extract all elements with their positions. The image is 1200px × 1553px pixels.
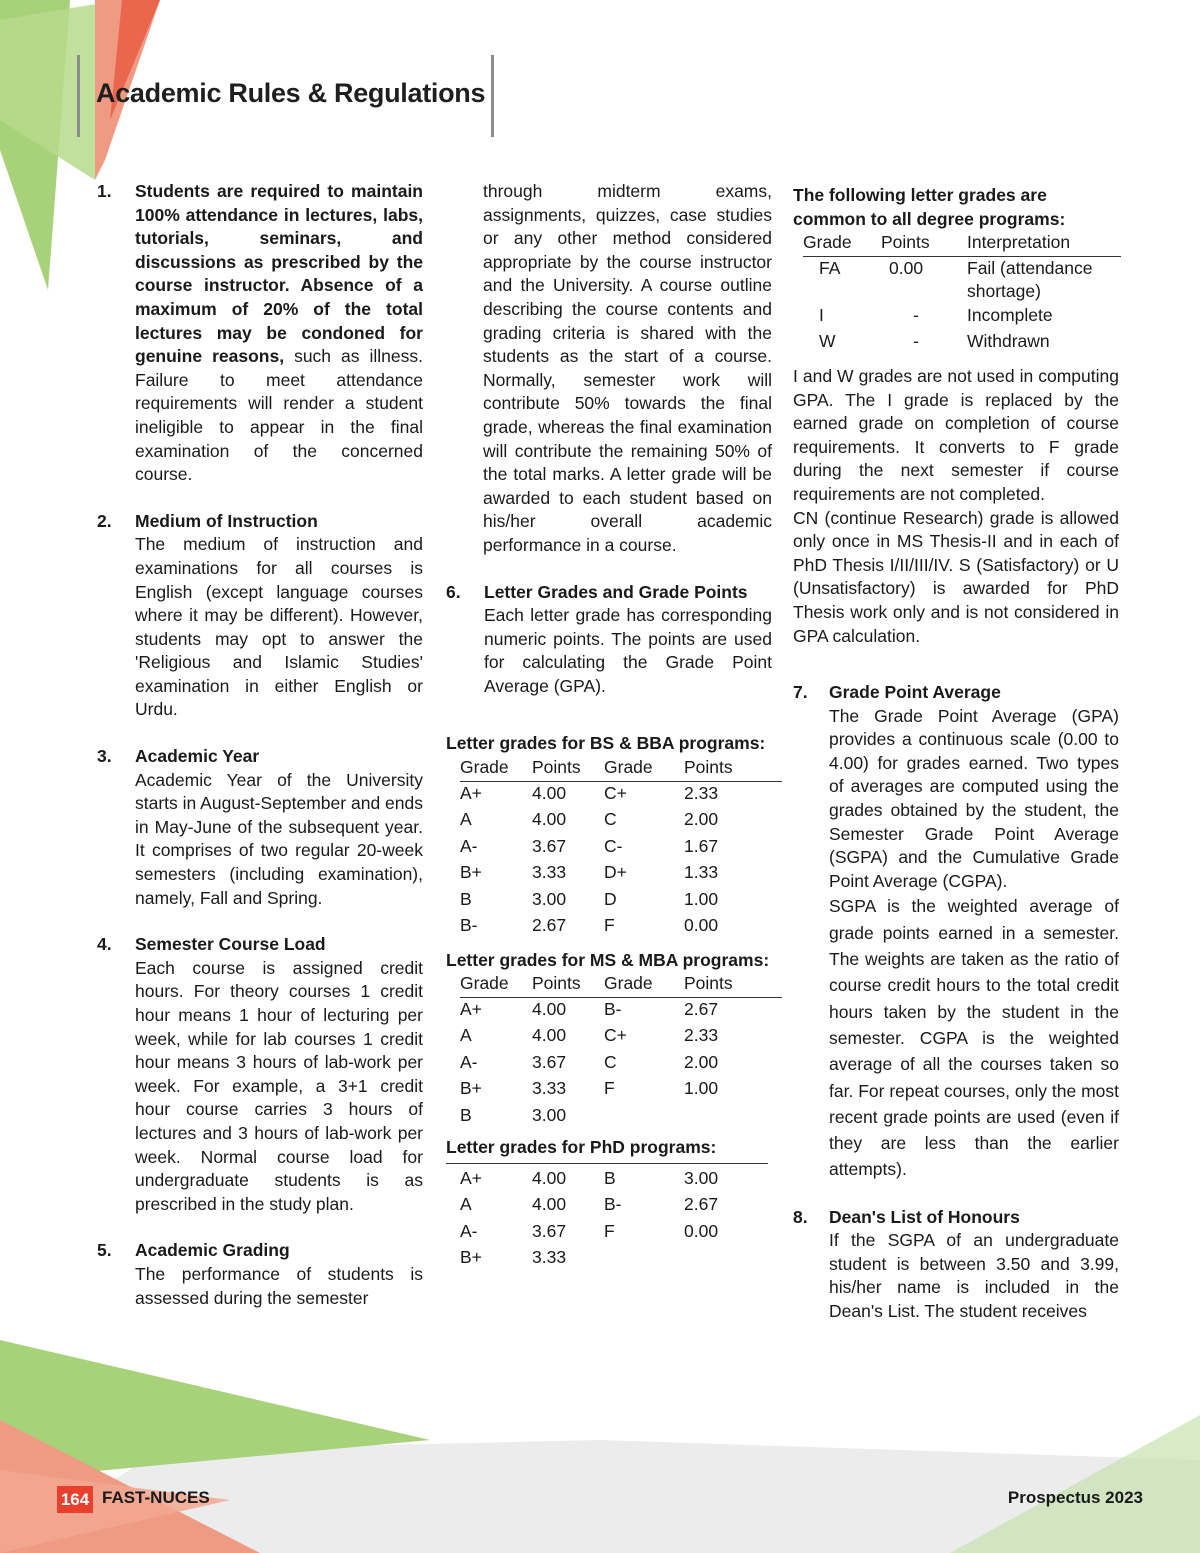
- table-row: [803, 256, 1121, 304]
- points-cell: 1.67: [684, 835, 719, 856]
- grade-cell: B: [604, 1167, 616, 1188]
- rule-item-1: [97, 180, 423, 487]
- grade-cell: D: [604, 888, 617, 909]
- item-heading: Academic Grading: [135, 1240, 290, 1261]
- phd-grades-heading: Letter grades for PhD programs:: [446, 1136, 768, 1164]
- points-cell: 3.33: [532, 1247, 567, 1268]
- rule-item-7: [793, 681, 1119, 1183]
- table-row: [460, 1193, 782, 1220]
- item-body: The Grade Point Average (GPA) provides a continuous scale (0.00 to 4.00) for grades earned. Two types of averages are computed using the grades obtained by the student, the Semester Grade Point Average (SGPA) and the Cumulative Grade Point Average (CGPA).: [829, 705, 1119, 891]
- common-grades-heading: The following letter grades are common to all degree programs:: [793, 185, 1066, 229]
- rule-item-2: [97, 510, 423, 722]
- table-row: [460, 1024, 782, 1051]
- grade-cell: B+: [460, 1078, 482, 1099]
- table-row: [460, 888, 782, 915]
- item-body: [135, 180, 423, 487]
- rule-item-5: [97, 1239, 423, 1310]
- cn-grade-note: CN (continue Research) grade is allowed only once in MS Thesis-II and in each of PhD Thesis I/II/III/IV. S (Satisfactory) or U (Unsatisfactory) is awarded for PhD Thesis work only and is not considered in GPA calculation.: [793, 507, 1119, 646]
- points-cell: 3.67: [532, 1220, 567, 1241]
- item-heading: Letter Grades and Grade Points: [484, 581, 748, 602]
- item-body: Each letter grade has corresponding numeric points. The points are used for calculating the Grade Point Average (GPA).: [484, 605, 772, 696]
- item-number: 3.: [97, 746, 112, 767]
- interpretation-cell: Incomplete: [967, 304, 1053, 325]
- ms-grades-table: [460, 972, 782, 1130]
- attendance-rule-bold: Students are required to maintain 100% attendance in lectures, labs, tutorials, seminars, and discussions as prescribed by the course instructor. Absence of a maximum of 20% of the total lectures may be condoned for genuine reasons,: [135, 181, 423, 367]
- points-cell: 2.33: [684, 782, 719, 803]
- i-w-grades-note: I and W grades are not used in computing GPA. The I grade is replaced by the earned grade on completion of course requirements. It converts to F grade during the next semester if course requirements are not completed.: [793, 365, 1119, 504]
- table-row: [460, 1167, 782, 1194]
- col-header: Grade: [604, 756, 684, 781]
- grade-cell: F: [604, 915, 615, 936]
- points-cell: -: [913, 304, 919, 325]
- rule-item-6: [446, 581, 772, 699]
- grade-cell: B-: [460, 915, 478, 936]
- points-cell: 3.67: [532, 835, 567, 856]
- points-cell: 1.33: [684, 862, 719, 883]
- item-heading: Dean's List of Honours: [829, 1206, 1020, 1227]
- points-cell: 3.33: [532, 1078, 567, 1099]
- column-3: [793, 184, 1119, 1347]
- item-heading: Semester Course Load: [135, 934, 326, 955]
- table-row: [460, 861, 782, 888]
- page-number: 164: [57, 1486, 93, 1513]
- col-header: Points: [684, 972, 782, 997]
- col-header: Grade: [460, 972, 532, 997]
- grade-cell: A+: [460, 782, 482, 803]
- grade-cell: I: [819, 304, 824, 325]
- col-header: Points: [881, 231, 967, 256]
- grade-cell: A+: [460, 1167, 482, 1188]
- points-cell: 3.00: [684, 1167, 719, 1188]
- points-cell: 4.00: [532, 782, 567, 803]
- item-number: 8.: [793, 1206, 808, 1227]
- grade-cell: B+: [460, 862, 482, 883]
- table-row: [460, 1104, 782, 1131]
- col-header: Grade: [604, 972, 684, 997]
- points-cell: 4.00: [532, 1025, 567, 1046]
- interpretation-cell: Withdrawn: [967, 331, 1050, 352]
- col-header: Interpretation: [967, 231, 1121, 256]
- item-number: 2.: [97, 510, 112, 531]
- points-cell: [684, 1104, 782, 1131]
- points-cell: 4.00: [532, 998, 567, 1019]
- column-2: [446, 180, 772, 1273]
- column-1: [97, 180, 423, 1333]
- col-header: Points: [532, 756, 604, 781]
- ms-grades-heading: Letter grades for MS & MBA programs:: [446, 949, 770, 970]
- grading-continuation: through midterm exams, assignments, quizzes, case studies or any other method considered appropriate by the course instructor and the University. A course outline describing the course contents and grading criteria is shared with the students as the start of a course. Normally, semester work will contribute 50% towards the final grade, whereas the final examination will contribute the remaining 50% of the total marks. A letter grade will be awarded to each student based on his/her overall academic performance in a course.: [483, 181, 772, 555]
- table-row: [803, 304, 1121, 331]
- grade-cell: C: [604, 1051, 617, 1072]
- item-heading: Medium of Instruction: [135, 510, 318, 531]
- col-header: Points: [684, 756, 782, 781]
- grade-cell: B-: [604, 1194, 622, 1215]
- grade-cell: A-: [460, 1051, 478, 1072]
- grade-cell: C+: [604, 1025, 627, 1046]
- grade-cell: [604, 1246, 684, 1273]
- item-body: Academic Year of the University starts in August-September and ends in May-June of the subsequent year. It comprises of two regular 20-week semesters (including examination), namely, Fall and Spring.: [135, 769, 423, 908]
- points-cell: 3.67: [532, 1051, 567, 1072]
- grade-cell: A: [460, 809, 472, 830]
- rule-item-4: [97, 933, 423, 1216]
- grade-cell: A-: [460, 835, 478, 856]
- common-grades-table: [803, 231, 1121, 357]
- points-cell: 1.00: [684, 888, 719, 909]
- table-row: [460, 1051, 782, 1078]
- grade-cell: B: [460, 888, 472, 909]
- col-header: Grade: [460, 756, 532, 781]
- rule-item-8: [793, 1206, 1119, 1324]
- item-number: 4.: [97, 934, 112, 955]
- rule-item-3: [97, 745, 423, 910]
- grade-cell: D+: [604, 862, 627, 883]
- grade-cell: F: [604, 1220, 615, 1241]
- item-body: Each course is assigned credit hours. For theory courses 1 credit hour means 1 hour of lecturing per week, while for lab courses 1 credit hour means 3 hours of lab-work per week. For example, a 3+1 credit hour course carries 3 hours of lectures and 3 hours of lab-work per week. Normal course load for undergraduate students is as prescribed in the study plan.: [135, 957, 423, 1214]
- footer-brand: FAST-NUCES: [102, 1488, 210, 1507]
- footer-prospectus: Prospectus 2023: [1007, 1488, 1143, 1507]
- bs-grades-table: [460, 756, 782, 941]
- points-cell: 0.00: [684, 1220, 719, 1241]
- table-row: [460, 997, 782, 1024]
- table-row: [460, 781, 782, 808]
- item-number: 5.: [97, 1240, 112, 1261]
- points-cell: 2.33: [684, 1025, 719, 1046]
- grade-cell: A: [460, 1025, 472, 1046]
- points-cell: 2.00: [684, 809, 719, 830]
- table-row: [460, 1246, 782, 1273]
- table-row: [460, 914, 782, 941]
- table-row: [460, 835, 782, 862]
- grade-cell: B-: [604, 998, 622, 1019]
- points-cell: 4.00: [532, 1167, 567, 1188]
- points-cell: 2.67: [684, 998, 719, 1019]
- col-header: Points: [532, 972, 604, 997]
- points-cell: 2.67: [684, 1194, 719, 1215]
- grade-cell: C: [604, 809, 617, 830]
- grade-cell: C+: [604, 782, 627, 803]
- points-cell: 2.00: [684, 1051, 719, 1072]
- item-body: The performance of students is assessed during the semester: [135, 1263, 423, 1308]
- table-row: [460, 1220, 782, 1247]
- item-heading: Academic Year: [135, 746, 260, 767]
- points-cell: 3.00: [532, 1104, 567, 1125]
- phd-grades-table: [460, 1167, 782, 1273]
- bs-grades-heading: Letter grades for BS & BBA programs:: [446, 733, 766, 754]
- grade-cell: FA: [819, 257, 841, 278]
- item-number: 7.: [793, 682, 808, 703]
- grade-cell: B+: [460, 1247, 482, 1268]
- points-cell: 4.00: [532, 1194, 567, 1215]
- page-title: Academic Rules & Regulations: [96, 78, 486, 108]
- grade-cell: W: [819, 331, 836, 352]
- grade-cell: B: [460, 1104, 472, 1125]
- item-heading: Grade Point Average: [829, 682, 1001, 703]
- title-left-rule: [77, 55, 80, 137]
- grade-cell: A: [460, 1194, 472, 1215]
- points-cell: -: [913, 331, 919, 352]
- grade-cell: A-: [460, 1220, 478, 1241]
- points-cell: 2.67: [532, 915, 567, 936]
- grade-cell: C-: [604, 835, 623, 856]
- points-cell: 0.00: [889, 257, 924, 278]
- points-cell: 1.00: [684, 1078, 719, 1099]
- col-header: Grade: [803, 231, 881, 256]
- points-cell: 4.00: [532, 809, 567, 830]
- grade-cell: A+: [460, 998, 482, 1019]
- points-cell: 3.00: [532, 888, 567, 909]
- table-row: [460, 808, 782, 835]
- grade-cell: [604, 1104, 684, 1131]
- points-cell: [684, 1246, 782, 1273]
- title-right-rule: [491, 55, 494, 137]
- item-body: The medium of instruction and examinations for all courses is English (except language courses where it may be different). However, students may opt to answer the 'Religious and Islamic Studies' examination in either English or Urdu.: [135, 534, 423, 720]
- interpretation-cell: Fail (attendance shortage): [967, 257, 1093, 302]
- points-cell: 0.00: [684, 915, 719, 936]
- table-row: [803, 330, 1121, 357]
- item-number: 1.: [97, 181, 112, 201]
- attendance-rule-text: such as illness. Failure to meet attendance requirements will render a student ineligible to appear in the final examination of the concerned course.: [135, 346, 424, 485]
- grade-cell: F: [604, 1078, 615, 1099]
- points-cell: 3.33: [532, 862, 567, 883]
- item-number: 6.: [446, 581, 461, 602]
- table-row: [460, 1077, 782, 1104]
- item-body: SGPA is the weighted average of grade points earned in a semester. The weights are taken as the ratio of course credit hours to the total credit hours taken by the student in the semester. CGPA is the weighted average of all the courses taken so far. For repeat courses, only the most recent grade points are used (even if they are less than the earlier attempts).: [829, 896, 1119, 1180]
- item-body: If the SGPA of an undergraduate student is between 3.50 and 3.99, his/her name is included in the Dean's List. The student receives: [829, 1230, 1119, 1322]
